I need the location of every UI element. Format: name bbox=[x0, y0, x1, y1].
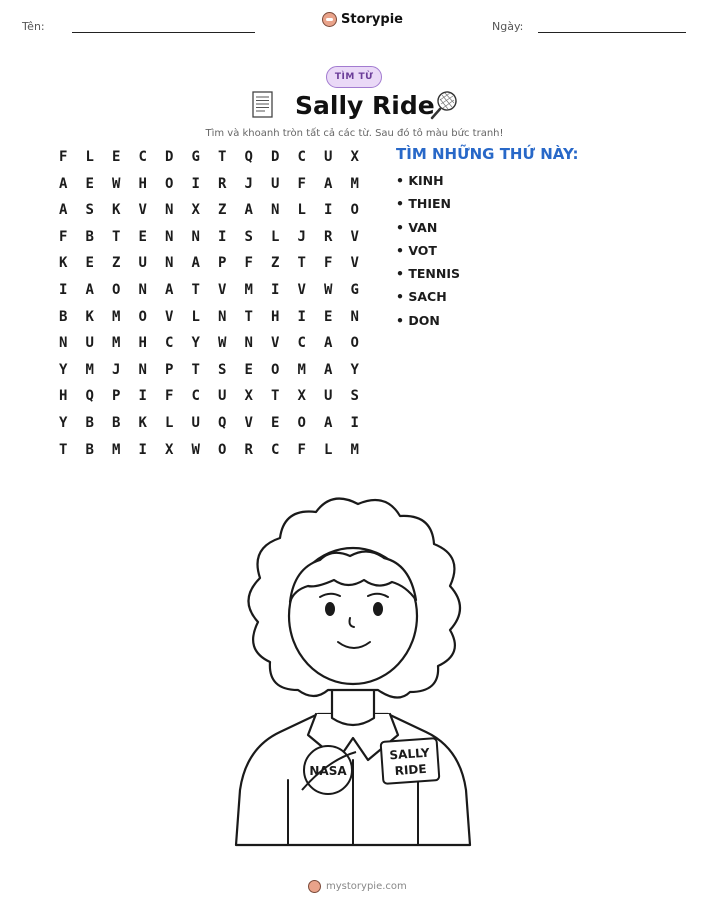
grid-letter[interactable]: N bbox=[218, 308, 227, 325]
storypie-logo-icon bbox=[322, 12, 337, 27]
grid-letter[interactable]: N bbox=[59, 335, 68, 352]
grid-letter[interactable]: G bbox=[191, 149, 200, 165]
grid-letter[interactable]: Z bbox=[112, 255, 121, 272]
word-list-item: • THIEN bbox=[396, 194, 460, 217]
grid-letter[interactable]: C bbox=[191, 388, 200, 405]
grid-letter[interactable]: L bbox=[271, 228, 280, 245]
date-label: Ngày: bbox=[492, 20, 524, 33]
grid-letter[interactable]: H bbox=[271, 308, 280, 325]
grid-letter[interactable]: V bbox=[244, 414, 253, 431]
grid-letter[interactable]: L bbox=[191, 308, 200, 325]
grid-letter[interactable]: E bbox=[244, 361, 253, 378]
grid-letter[interactable]: N bbox=[138, 361, 147, 378]
word-list-item: • VAN bbox=[396, 218, 460, 241]
grid-letter[interactable]: I bbox=[297, 308, 306, 325]
grid-letter[interactable]: O bbox=[218, 441, 227, 458]
name-patch-line1: SALLY bbox=[389, 745, 430, 763]
grid-letter[interactable]: A bbox=[59, 202, 68, 219]
tennis-racket-icon bbox=[428, 89, 460, 121]
grid-letter[interactable]: G bbox=[350, 281, 359, 298]
grid-letter[interactable]: S bbox=[244, 228, 253, 245]
grid-letter[interactable]: N bbox=[244, 335, 253, 352]
document-icon bbox=[250, 90, 277, 120]
grid-letter[interactable]: T bbox=[218, 149, 227, 165]
grid-letter[interactable]: B bbox=[85, 228, 94, 245]
word-list-item: • DON bbox=[396, 311, 460, 334]
grid-letter[interactable]: B bbox=[85, 414, 94, 431]
grid-letter[interactable]: A bbox=[85, 281, 94, 298]
grid-letter[interactable]: H bbox=[138, 335, 147, 352]
grid-letter[interactable]: T bbox=[297, 255, 306, 272]
grid-letter[interactable]: R bbox=[324, 228, 333, 245]
activity-badge: TÌM TỪ bbox=[326, 66, 382, 88]
grid-letter[interactable]: N bbox=[165, 228, 174, 245]
grid-letter[interactable]: X bbox=[244, 388, 253, 405]
grid-letter[interactable]: P bbox=[165, 361, 174, 378]
grid-letter[interactable]: B bbox=[85, 441, 94, 458]
grid-letter[interactable]: A bbox=[59, 175, 68, 192]
grid-letter[interactable]: E bbox=[271, 414, 280, 431]
grid-letter[interactable]: T bbox=[191, 361, 200, 378]
grid-letter[interactable]: J bbox=[112, 361, 121, 378]
grid-letter[interactable]: Z bbox=[271, 255, 280, 272]
grid-letter[interactable]: X bbox=[350, 149, 359, 165]
grid-letter[interactable]: D bbox=[165, 149, 174, 165]
grid-letter[interactable]: W bbox=[112, 175, 121, 192]
page-title: Sally Ride bbox=[295, 91, 435, 120]
grid-letter[interactable]: T bbox=[244, 308, 253, 325]
grid-letter[interactable]: F bbox=[297, 175, 306, 192]
name-label: Tên: bbox=[22, 20, 45, 33]
grid-letter[interactable]: H bbox=[138, 175, 147, 192]
footer-site: mystorypie.com bbox=[326, 881, 407, 892]
grid-letter[interactable]: Q bbox=[244, 149, 253, 165]
grid-letter[interactable]: L bbox=[324, 441, 333, 458]
grid-letter[interactable]: O bbox=[297, 414, 306, 431]
grid-letter[interactable]: R bbox=[218, 175, 227, 192]
grid-letter[interactable]: K bbox=[59, 255, 68, 272]
grid-letter[interactable]: E bbox=[85, 255, 94, 272]
grid-letter[interactable]: L bbox=[165, 414, 174, 431]
grid-letter[interactable]: I bbox=[324, 202, 333, 219]
grid-letter[interactable]: S bbox=[350, 388, 359, 405]
grid-letter[interactable]: M bbox=[85, 361, 94, 378]
grid-letter[interactable]: N bbox=[271, 202, 280, 219]
grid-letter[interactable]: V bbox=[297, 281, 306, 298]
grid-letter[interactable]: U bbox=[191, 414, 200, 431]
nasa-patch-text: NASA bbox=[309, 764, 347, 778]
grid-letter[interactable]: X bbox=[191, 202, 200, 219]
brand-name: Storypie bbox=[341, 12, 403, 27]
sally-ride-illustration bbox=[228, 490, 478, 858]
grid-letter[interactable]: O bbox=[138, 308, 147, 325]
word-list-item: • TENNIS bbox=[396, 264, 460, 287]
grid-letter[interactable]: A bbox=[324, 414, 333, 431]
grid-letter[interactable]: K bbox=[112, 202, 121, 219]
grid-letter[interactable]: N bbox=[350, 308, 359, 325]
grid-letter[interactable]: B bbox=[112, 414, 121, 431]
grid-letter[interactable]: Y bbox=[59, 414, 68, 431]
grid-letter[interactable]: O bbox=[165, 175, 174, 192]
grid-letter[interactable]: S bbox=[85, 202, 94, 219]
grid-letter[interactable]: C bbox=[138, 149, 147, 165]
grid-letter[interactable]: C bbox=[271, 441, 280, 458]
grid-letter[interactable]: V bbox=[218, 281, 227, 298]
grid-letter[interactable]: K bbox=[85, 308, 94, 325]
grid-letter[interactable]: F bbox=[59, 149, 68, 165]
grid-letter[interactable]: Z bbox=[218, 202, 227, 219]
grid-letter[interactable]: Y bbox=[59, 361, 68, 378]
grid-letter[interactable]: L bbox=[297, 202, 306, 219]
word-list bbox=[396, 171, 460, 334]
grid-letter[interactable]: A bbox=[244, 202, 253, 219]
grid-letter[interactable]: A bbox=[191, 255, 200, 272]
grid-letter[interactable]: H bbox=[59, 388, 68, 405]
word-search-grid bbox=[50, 147, 368, 466]
grid-letter[interactable]: Y bbox=[350, 361, 359, 378]
grid-letter[interactable]: O bbox=[112, 281, 121, 298]
footer bbox=[308, 880, 407, 893]
grid-letter[interactable]: F bbox=[244, 255, 253, 272]
grid-letter[interactable]: N bbox=[165, 202, 174, 219]
grid-letter[interactable]: Y bbox=[191, 335, 200, 352]
grid-letter[interactable]: O bbox=[350, 202, 359, 219]
grid-letter[interactable]: N bbox=[191, 228, 200, 245]
grid-letter[interactable]: Q bbox=[218, 414, 227, 431]
grid-letter[interactable]: Q bbox=[85, 388, 94, 405]
grid-letter[interactable]: M bbox=[112, 335, 121, 352]
grid-letter[interactable]: I bbox=[350, 414, 359, 431]
grid-letter[interactable]: B bbox=[59, 308, 68, 325]
grid-letter[interactable]: W bbox=[218, 335, 227, 352]
grid-letter[interactable]: T bbox=[271, 388, 280, 405]
grid-letter[interactable]: V bbox=[271, 335, 280, 352]
grid-letter[interactable]: J bbox=[244, 175, 253, 192]
word-list-item: • KINH bbox=[396, 171, 460, 194]
grid-letter[interactable]: I bbox=[138, 388, 147, 405]
grid-letter[interactable]: A bbox=[324, 361, 333, 378]
grid-letter[interactable]: W bbox=[324, 281, 333, 298]
grid-letter[interactable]: F bbox=[324, 255, 333, 272]
grid-letter[interactable]: S bbox=[218, 361, 227, 378]
word-list-item: • VOT bbox=[396, 241, 460, 264]
word-list-item: • SACH bbox=[396, 287, 460, 310]
grid-letter[interactable]: I bbox=[271, 281, 280, 298]
grid-letter[interactable]: N bbox=[165, 255, 174, 272]
grid-letter[interactable]: A bbox=[324, 335, 333, 352]
grid-letter[interactable]: M bbox=[244, 281, 253, 298]
grid-letter[interactable]: P bbox=[218, 255, 227, 272]
grid-letter[interactable]: A bbox=[324, 175, 333, 192]
grid-letter[interactable]: M bbox=[297, 361, 306, 378]
grid-letter[interactable]: V bbox=[350, 255, 359, 272]
grid-letter[interactable]: E bbox=[138, 228, 147, 245]
grid-letter[interactable]: T bbox=[191, 281, 200, 298]
grid-letter[interactable]: U bbox=[138, 255, 147, 272]
grid-letter[interactable]: R bbox=[244, 441, 253, 458]
grid-letter[interactable]: C bbox=[297, 149, 306, 165]
grid-letter[interactable]: E bbox=[324, 308, 333, 325]
name-line bbox=[72, 32, 255, 33]
name-patch-line2: RIDE bbox=[394, 761, 428, 779]
grid-letter[interactable]: F bbox=[59, 228, 68, 245]
date-line bbox=[538, 32, 686, 33]
grid-letter[interactable]: C bbox=[165, 335, 174, 352]
grid-letter[interactable]: M bbox=[112, 441, 121, 458]
grid-letter[interactable]: U bbox=[271, 175, 280, 192]
grid-letter[interactable]: X bbox=[297, 388, 306, 405]
grid-letter[interactable]: C bbox=[297, 335, 306, 352]
grid-letter[interactable]: T bbox=[112, 228, 121, 245]
grid-letter[interactable]: W bbox=[191, 441, 200, 458]
brand bbox=[322, 12, 403, 27]
grid-letter[interactable]: N bbox=[138, 281, 147, 298]
grid-letter[interactable]: V bbox=[350, 228, 359, 245]
grid-letter[interactable]: I bbox=[138, 441, 147, 458]
word-list-heading: TÌM NHỮNG THỨ NÀY: bbox=[396, 145, 579, 163]
grid-letter[interactable]: D bbox=[271, 149, 280, 165]
grid-letter[interactable]: F bbox=[165, 388, 174, 405]
grid-letter[interactable]: L bbox=[85, 149, 94, 165]
grid-letter[interactable]: T bbox=[59, 441, 68, 458]
grid-letter[interactable]: I bbox=[59, 281, 68, 298]
grid-letter[interactable]: E bbox=[85, 175, 94, 192]
grid-letter[interactable]: U bbox=[324, 388, 333, 405]
instructions: Tìm và khoanh tròn tất cả các từ. Sau đó tô màu bức tranh! bbox=[205, 128, 504, 139]
grid-letter[interactable]: M bbox=[350, 175, 359, 192]
grid-letter[interactable]: M bbox=[350, 441, 359, 458]
storypie-footer-logo-icon bbox=[308, 880, 321, 893]
grid-letter[interactable]: V bbox=[165, 308, 174, 325]
grid-letter[interactable]: E bbox=[112, 149, 121, 165]
grid-letter[interactable]: O bbox=[271, 361, 280, 378]
grid-letter[interactable]: U bbox=[85, 335, 94, 352]
grid-letter[interactable]: I bbox=[191, 175, 200, 192]
grid-letter[interactable]: A bbox=[165, 281, 174, 298]
grid-letter[interactable]: U bbox=[218, 388, 227, 405]
grid-letter[interactable]: X bbox=[165, 441, 174, 458]
grid-letter[interactable]: M bbox=[112, 308, 121, 325]
grid-letter[interactable]: I bbox=[218, 228, 227, 245]
grid-letter[interactable]: U bbox=[324, 149, 333, 165]
grid-letter[interactable]: O bbox=[350, 335, 359, 352]
grid-letter[interactable]: V bbox=[138, 202, 147, 219]
grid-letter[interactable]: K bbox=[138, 414, 147, 431]
grid-letter[interactable]: J bbox=[297, 228, 306, 245]
grid-letter[interactable]: P bbox=[112, 388, 121, 405]
grid-letter[interactable]: F bbox=[297, 441, 306, 458]
